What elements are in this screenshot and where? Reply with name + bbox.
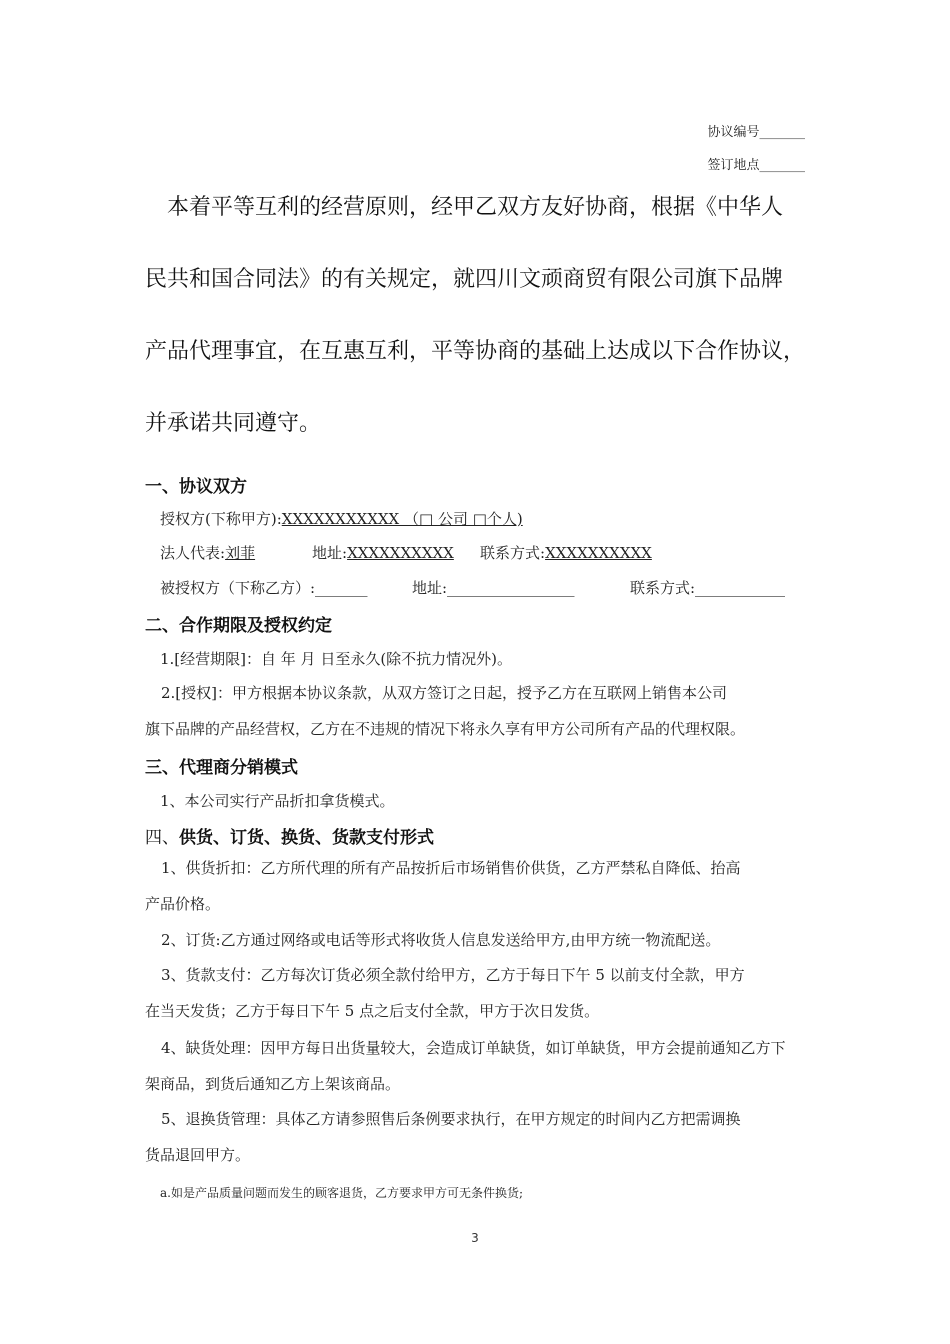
intro-line: 本着平等互利的经营原则，经甲乙双方友好协商，根据《中华人 [167,195,784,220]
party-a-label: 授权方(下称甲方): [160,510,282,528]
intro-paragraph [145,172,810,460]
return-item [145,1101,810,1173]
intro-line: 产品代理事宜，在互惠互利，平等协商的基础上达成以下合作协议， [145,339,806,364]
paragraph-line: 5、退换货管理：具体乙方请参照售后条例要求执行，在甲方规定的时间内乙方把需调换 [161,1110,741,1128]
section-heading: 二、合作期限及授权约定 [145,616,332,636]
paragraph-line: 2、订货:乙方通过网络或电话等形式将收货人信息发送给甲方,由甲方统一物流配送。 [161,931,721,949]
paragraph-line: 在当天发货；乙方于每日下午 5 点之后支付全款，甲方于次日发货。 [145,1002,600,1020]
paragraph-line: 1、供货折扣：乙方所代理的所有产品按折后市场销售价供货，乙方严禁私自降低、抬高 [161,859,741,877]
address-value: XXXXXXXXXX [347,544,454,562]
paragraph-line: 4、缺货处理：因甲方每日出货量较大，会造成订单缺货，如订单缺货，甲方会提前通知乙方下 [161,1039,786,1057]
legal-rep-label: 法人代表: [160,544,226,562]
paragraph-line: 架商品，到货后通知乙方上架该商品。 [145,1075,401,1093]
supply-discount-item [145,850,810,922]
party-a-address-line [312,542,454,563]
address-label: 地址: [312,544,348,562]
section-heading: 三、代理商分销模式 [145,758,298,778]
party-a-contact-line [480,542,652,563]
legal-rep-value: 刘菲 [225,544,256,562]
party-b-line: 被授权方（下称乙方）:_______ [160,579,368,597]
contact-label: 联系方式: [480,544,546,562]
order-item [145,922,810,958]
payment-item [145,957,810,1029]
party-a-value: XXXXXXXXXXX （□ 公司 □个人) [281,510,523,528]
agreement-number: 协议编号_______ [707,125,805,140]
term-item: 1.[经营期限]：自 年 月 日至永久(除不抗力情况外)。 [160,650,513,668]
contact-value: XXXXXXXXXX [545,544,652,562]
intro-line: 并承诺共同遵守。 [145,411,322,436]
intro-line: 民共和国合同法》的有关规定，就四川文顽商贸有限公司旗下品牌 [145,267,784,292]
section-title: 供货、订货、换货、货款支付形式 [179,828,434,848]
legal-rep-line [160,542,255,563]
distribution-item: 1、本公司实行产品折扣拿货模式。 [160,792,395,810]
paragraph-line: 旗下品牌的产品经营权，乙方在不违规的情况下将永久享有甲方公司所有产品的代理权限。 [145,720,746,738]
sub-clause-a: a.如是产品质量问题而发生的顾客退货，乙方要求甲方可无条件换货; [160,1186,524,1200]
shortage-item [145,1030,810,1102]
authorization-item [145,675,810,747]
paragraph-line: 产品价格。 [145,895,221,913]
party-b-contact: 联系方式:____________ [630,579,786,597]
paragraph-line: 货品退回甲方。 [145,1146,251,1164]
paragraph-line: 3、货款支付：乙方每次订货必须全款付给甲方，乙方于每日下午 5 以前支付全款，甲方 [161,966,745,984]
party-a-line [160,508,523,529]
section-number: 四、 [145,828,179,848]
sign-place: 签订地点_______ [707,158,805,173]
party-b-address: 地址:_________________ [412,579,575,597]
paragraph-line: 2.[授权]：甲方根据本协议条款，从双方签订之日起，授予乙方在互联网上销售本公司 [161,684,728,702]
section-heading [145,823,434,848]
page-number: 3 [471,1231,479,1245]
section-heading: 一、协议双方 [145,477,247,497]
